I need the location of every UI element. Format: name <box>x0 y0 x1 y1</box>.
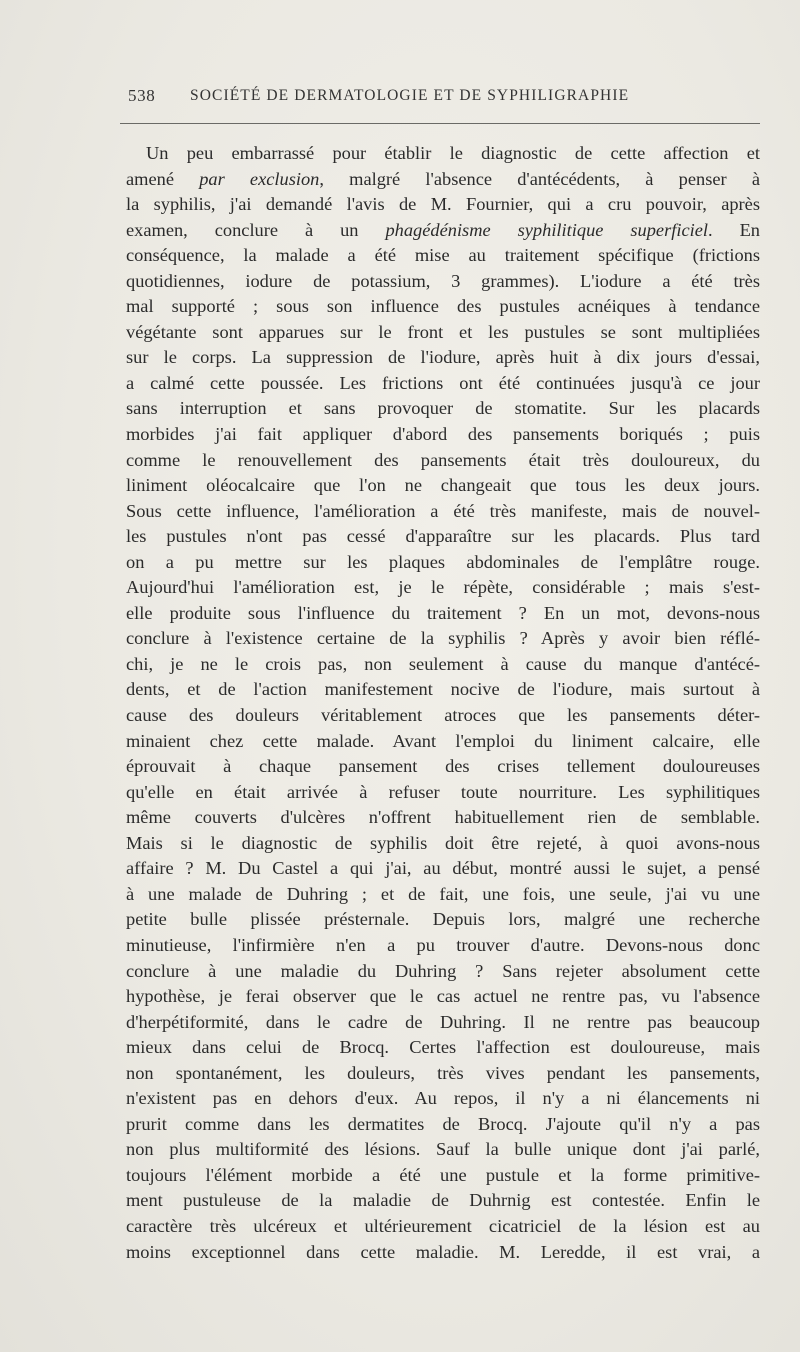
text-line <box>126 396 760 422</box>
text-segment: Un peu embarrassé pour établir le diagnostic de cette affection et <box>146 143 760 163</box>
text-line <box>126 345 760 371</box>
text-segment: qu'elle en était arrivée à refuser toute nourriture. Les syphilitiques <box>126 781 760 802</box>
text-segment: hypothèse, je ferai observer que le cas actuel ne rentre pas, vu l'absence <box>126 986 760 1007</box>
text-line <box>126 269 760 295</box>
text-line <box>126 1137 760 1163</box>
page-header <box>128 86 760 116</box>
text-segment: mal supporté ; sous son influence des pustules acnéiques à tendance <box>126 296 760 317</box>
text-segment: d'herpétiformité, dans le cadre de Duhring. Il ne rentre pas beaucoup <box>126 1011 760 1032</box>
text-segment: prurit comme dans les dermatites de Brocq. J'ajoute qu'il n'y a pas <box>126 1113 760 1134</box>
text-line <box>126 1112 760 1138</box>
text-segment: quotidiennes, iodure de potassium, 3 grammes). L'iodure a été très <box>126 270 760 291</box>
text-line <box>126 1035 760 1061</box>
text-segment: conclure à l'existence certaine de la syphilis ? Après y avoir bien réflé- <box>126 628 760 649</box>
text-segment: n'existent pas en dehors d'eux. Au repos, il n'y a ni élancements ni <box>126 1088 760 1109</box>
text-segment: sans interruption et sans provoquer de stomatite. Sur les placards <box>126 398 760 419</box>
header-rule <box>120 123 760 124</box>
text-segment: minaient chez cette malade. Avant l'emploi du liniment calcaire, elle <box>126 730 760 751</box>
text-line <box>126 499 760 525</box>
text-segment: minutieuse, l'infirmière n'en a pu trouver d'autre. Devons-nous donc <box>126 934 760 955</box>
text-line <box>126 754 760 780</box>
text-line <box>126 473 760 499</box>
text-line <box>126 1061 760 1087</box>
text-segment: affaire ? M. Du Castel a qui j'ai, au début, montré aussi le sujet, a pensé <box>126 858 760 879</box>
text-line <box>126 703 760 729</box>
text-segment: Sous cette influence, l'amélioration a été très manifeste, mais de nouvel- <box>126 500 760 521</box>
text-line <box>126 218 760 244</box>
text-line <box>126 1214 760 1240</box>
text-line <box>126 141 760 167</box>
text-segment: examen, conclure à un <box>126 219 386 240</box>
text-segment: comme le renouvellement des pansements était très douloureux, du <box>126 449 760 470</box>
text-segment: a calmé cette poussée. Les frictions ont été continuées jusqu'à ce jour <box>126 372 760 393</box>
text-segment: non spontanément, les douleurs, très vives pendant les pansements, <box>126 1062 760 1083</box>
text-line <box>126 192 760 218</box>
text-line <box>126 320 760 346</box>
text-segment: chi, je ne le crois pas, non seulement à cause du manque d'antécé- <box>126 653 760 674</box>
body-paragraph <box>126 141 760 1265</box>
text-segment: on a pu mettre sur les plaques abdominales de l'emplâtre rouge. <box>126 551 760 572</box>
text-line <box>126 601 760 627</box>
text-segment: même couverts d'ulcères n'offrent habituellement rien de semblable. <box>126 807 760 828</box>
text-line <box>126 371 760 397</box>
text-line <box>126 959 760 985</box>
text-segment: elle produite sous l'influence du traitement ? En un mot, devons-nous <box>126 602 760 623</box>
text-line <box>126 729 760 755</box>
text-line <box>126 626 760 652</box>
text-line <box>126 831 760 857</box>
italic-text: phagédénisme syphilitique superficiel <box>385 219 709 240</box>
text-segment: les pustules n'ont pas cessé d'apparaître sur les placards. Plus tard <box>126 526 760 547</box>
text-segment: , malgré l'absence d'antécédents, à penser à <box>319 168 760 189</box>
text-line <box>126 524 760 550</box>
italic-text: par exclusion <box>199 168 320 189</box>
text-line <box>126 1163 760 1189</box>
text-segment: moins exceptionnel dans cette maladie. M. Leredde, il est vrai, a <box>126 1241 760 1262</box>
text-line <box>126 933 760 959</box>
text-segment: toujours l'élément morbide a été une pustule et la forme primitive- <box>126 1164 760 1185</box>
text-line <box>126 575 760 601</box>
text-segment: conséquence, la malade a été mise au traitement spécifique (frictions <box>126 245 760 266</box>
text-segment: sur le corps. La suppression de l'iodure, après huit à dix jours d'essai, <box>126 347 760 368</box>
text-segment: végétante sont apparues sur le front et les pustules se sont multipliées <box>126 321 760 342</box>
text-line <box>126 677 760 703</box>
text-line <box>126 422 760 448</box>
text-line <box>126 907 760 933</box>
page-number: 538 <box>128 86 156 105</box>
text-segment: Aujourd'hui l'amélioration est, je le répète, considérable ; mais s'est- <box>126 577 760 598</box>
text-line <box>126 448 760 474</box>
text-segment: caractère très ulcéreux et ultérieurement cicatriciel de la lésion est au <box>126 1215 760 1236</box>
text-segment: mieux dans celui de Brocq. Certes l'affection est douloureuse, mais <box>126 1037 760 1058</box>
text-segment: dents, et de l'action manifestement nocive de l'iodure, mais surtout à <box>126 679 760 700</box>
text-segment: conclure à une maladie du Duhring ? Sans rejeter absolument cette <box>126 960 760 981</box>
text-line <box>126 652 760 678</box>
text-segment: . En <box>708 219 760 240</box>
text-line <box>126 1188 760 1214</box>
text-line <box>126 550 760 576</box>
text-line <box>126 882 760 908</box>
text-line <box>126 1010 760 1036</box>
text-segment: amené <box>126 168 200 189</box>
running-head: SOCIÉTÉ DE DERMATOLOGIE ET DE SYPHILIGRAPHIE <box>190 87 630 104</box>
text-line <box>126 294 760 320</box>
text-segment: cause des douleurs véritablement atroces que les pansements déter- <box>126 705 760 726</box>
text-segment: morbides j'ai fait appliquer d'abord des pansements boriqués ; puis <box>126 424 760 445</box>
text-segment: Mais si le diagnostic de syphilis doit être rejeté, à quoi avons-nous <box>126 832 760 853</box>
text-segment: à une malade de Duhring ; et de fait, une fois, une seule, j'ai vu une <box>126 883 760 904</box>
text-segment: liniment oléocalcaire que l'on ne changeait que tous les deux jours. <box>126 475 760 496</box>
text-segment: petite bulle plissée présternale. Depuis lors, malgré une recherche <box>126 909 760 930</box>
text-line <box>126 1240 760 1266</box>
text-segment: non plus multiformité des lésions. Sauf la bulle unique dont j'ai parlé, <box>126 1139 760 1160</box>
text-line <box>126 243 760 269</box>
text-segment: la syphilis, j'ai demandé l'avis de M. Fournier, qui a cru pouvoir, après <box>126 194 760 215</box>
text-segment: éprouvait à chaque pansement des crises tellement douloureuses <box>126 756 760 777</box>
text-line <box>126 780 760 806</box>
text-line <box>126 167 760 193</box>
text-line <box>126 984 760 1010</box>
text-segment: ment pustuleuse de la maladie de Duhrnig est contestée. Enfin le <box>126 1190 760 1211</box>
text-line <box>126 856 760 882</box>
text-line <box>126 805 760 831</box>
text-line <box>126 1086 760 1112</box>
